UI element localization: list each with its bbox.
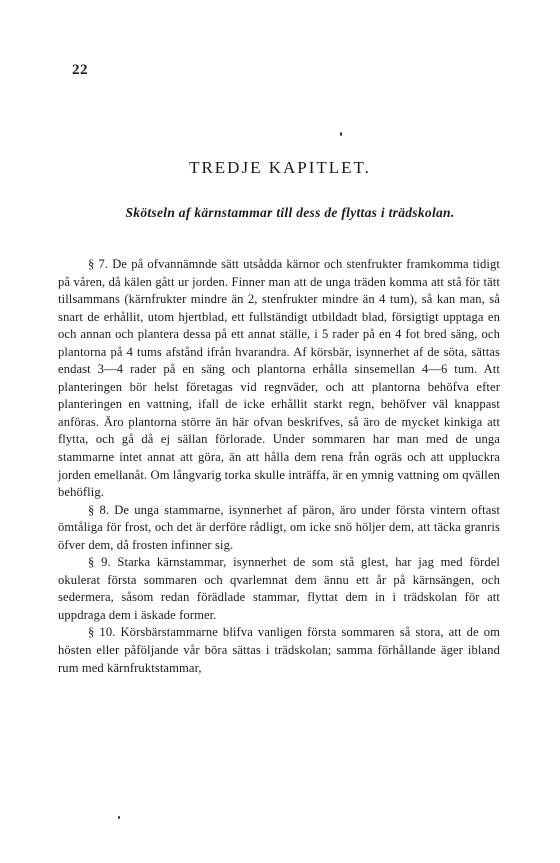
print-speck bbox=[340, 132, 342, 136]
print-speck bbox=[118, 816, 120, 819]
body-text bbox=[58, 256, 500, 677]
paragraph-9: § 9. Starka kärnstammar, isynnerhet de som stå glest, har jag med fördel okulerat första sommaren och qvarlemnat dem ännu ett år på kärnsängen, och sedermera, såsom redan förädlade stammar, flyttat dem in i trädskolan för att uppdraga dem i äskade former. bbox=[58, 555, 500, 622]
paragraph-10: § 10. Körsbärstammarne blifva vanligen första sommaren så stora, att de om hösten eller påföljande vår böra sättas i trädskolan; samma förhållande äger ibland rum med kärnfruktstammar, bbox=[58, 625, 500, 675]
paragraph-7: § 7. De på ofvannämnde sätt utsådda kärnor och stenfrukter framkomma tidigt på våren, då kälen gått ur jorden. Finner man att de unga träden komma att stå för tätt tillsammans (kärnfrukter mindre än 2, stenfrukter mindre än 4 tum), så kan man, så snart de erhållit, utom hjertblad, ett fullständigt utbildadt blad, försigtigt upptaga en och annan och plantera dessa på ett annat ställe, i 5 rader på en 4 fot bred säng, och plantorna på 4 tums afstånd ifrån hvarandra. Af körsbär, isynnerhet af de söta, sättas endast 3—4 rader på en säng och plantorna erhålla sinsemellan 4—6 tum. Att planteringen bör helst företagas vid regnväder, och att plantorna behöfva efter planteringen en vattning, ifall de icke erhållit starkt regn, behöfver väl knappast anföras. Äro plantorna större än här ofvan beskrifves, så äro de mycket kinkiga att flytta, och gå då ej sällan förlorade. Under sommaren har man med de unga stammarne intet annat att göra, än att hålla dem rena från ogräs och att uppluckra jorden emellanåt. Om långvarig torka skulle inträffa, är en ymnig vattning om qvällen behöflig. bbox=[58, 257, 500, 500]
paragraph-8: § 8. De unga stammarne, isynnerhet af päron, äro under första vintern oftast ömtåliga för frost, och det är derföre rådligt, om icke snö höljer dem, att täcka granris öfver dem, då frosten infinner sig. bbox=[58, 502, 500, 552]
chapter-title: TREDJE KAPITLET. bbox=[189, 158, 371, 177]
page-number: 22 bbox=[72, 62, 88, 78]
chapter-subtitle: Skötseln af kärnstammar till dess de flyttas i trädskolan. bbox=[125, 205, 455, 220]
